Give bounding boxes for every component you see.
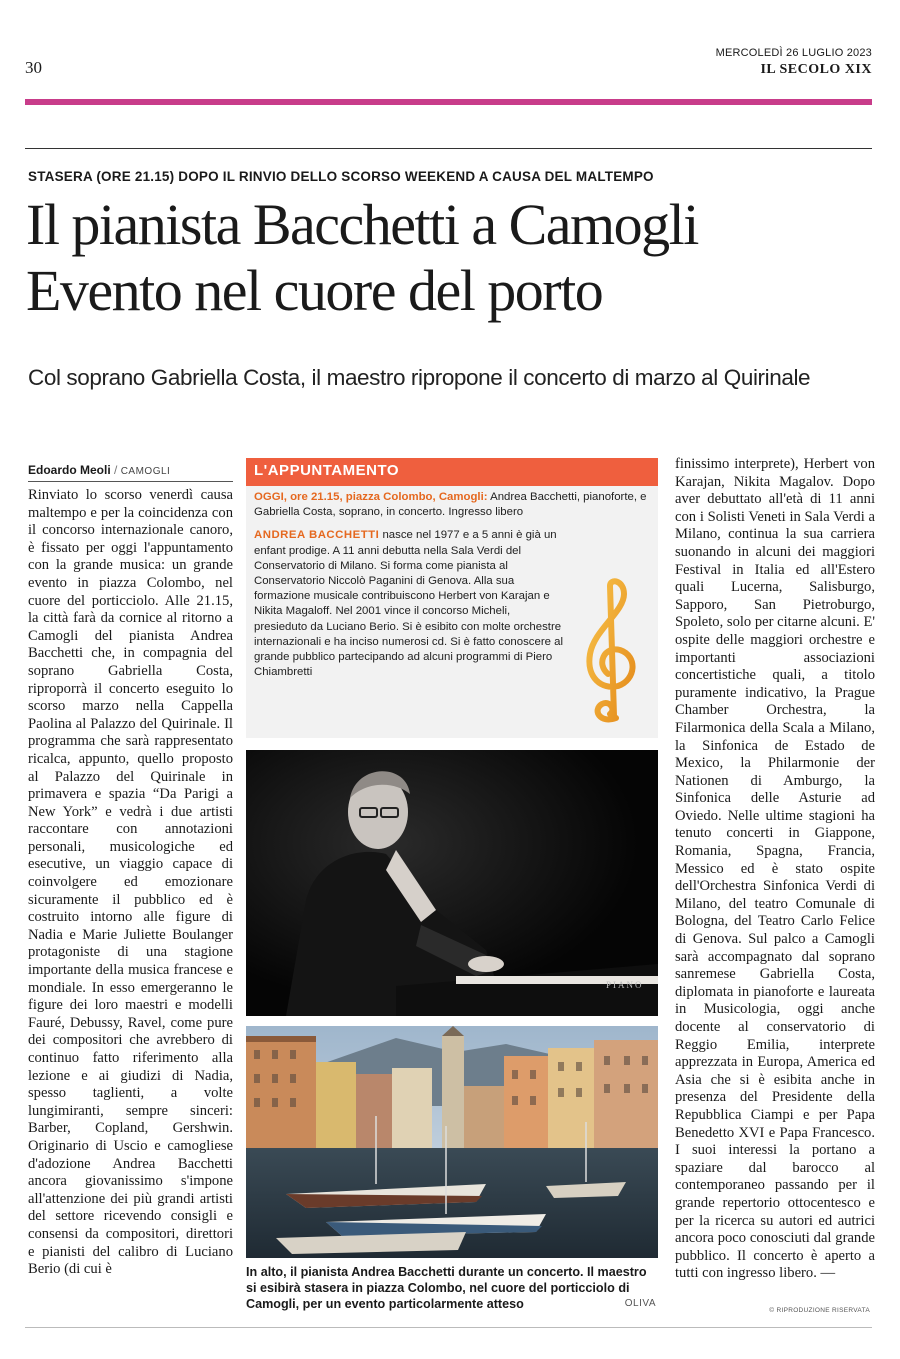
byline-rule bbox=[28, 481, 233, 482]
harbour-photo-art bbox=[246, 1026, 658, 1258]
copyright-notice: © RIPRODUZIONE RISERVATA bbox=[769, 1307, 870, 1314]
bio-name: ANDREA BACCHETTI bbox=[254, 529, 380, 542]
pianist-photo bbox=[246, 750, 658, 1016]
artist-bio bbox=[254, 528, 564, 680]
bottom-rule bbox=[25, 1327, 872, 1328]
headline-line1: Il pianista Bacchetti a Camogli bbox=[26, 192, 698, 257]
info-box-body bbox=[246, 486, 658, 738]
info-box-title: L'APPUNTAMENTO bbox=[246, 458, 658, 486]
author-name: Edoardo Meoli bbox=[28, 463, 111, 477]
harbour-photo bbox=[246, 1026, 658, 1258]
event-when-where: OGGI, ore 21.15, piazza Colombo, Camogli: bbox=[254, 491, 488, 503]
headline bbox=[26, 192, 886, 324]
masthead-name: IL SECOLO XIX bbox=[760, 62, 872, 77]
photo-credit: OLIVA bbox=[624, 1298, 656, 1309]
piano-brand-label: PIANO bbox=[606, 980, 644, 990]
photo-caption bbox=[246, 1264, 658, 1312]
caption-text: In alto, il pianista Andrea Bacchetti durante un concerto. Il maestro si esibirà stasera in piazza Colombo, nel cuore del porticciolo di Camogli, per un evento particolarmente atteso bbox=[246, 1265, 647, 1311]
kicker: STASERA (ORE 21.15) DOPO IL RINVIO DELLO SCORSO WEEKEND A CAUSA DEL MALTEMPO bbox=[28, 169, 654, 184]
treble-clef-icon bbox=[580, 578, 644, 728]
dateline-location: CAMOGLI bbox=[120, 466, 171, 477]
event-text: Andrea Bacchetti, pianoforte, e Gabriella Costa, soprano, in concerto. Ingresso libero bbox=[254, 491, 647, 519]
headline-line2: Evento nel cuore del porto bbox=[26, 258, 603, 323]
byline bbox=[28, 463, 170, 477]
standfirst: Col soprano Gabriella Costa, il maestro ripropone il concerto di marzo al Quirinale bbox=[28, 365, 811, 390]
event-details bbox=[254, 490, 650, 520]
article-column-1: Rinviato lo scorso venerdì causa maltempo e per la coincidenza con il concorso internazionale canoro, è fissato per oggi l'appuntamento con la grande musica: un grande evento in piazza Colombo, nel cuore del porticciolo. Alle 21.15, la città farà da cornice al ritorno a Camogli del pianista Andrea Bacchetti che, in compagnia del soprano Gabriella Costa, riproporrà il concerto eseguito lo scorso marzo nella Cappella Paolina al Palazzo del Quirinale. Il programma che sarà rappresentato ricalca, appunto, quello proposto al Palazzo del Quirinale in primavera e spazia “Da Parigi a New York” e vedrà i due artisti raccontare con annotazioni personali, musicologiche ed esecutive, un viaggio capace di coinvolgere ed emozionare sicuramente il pubblico ed è costruito intorno alle figure di Nadia e Marie Juliette Boulanger protagoniste di una stagione importante della musica francese e mondiale. In esso emergeranno le figure dei loro maestri e modelli Fauré, Debussy, Ravel, come pure dei compositori che avrebbero di continuo fatto riferimento alla lezione e ai giudizi di Nadia, spesso taglienti, a volte lungimiranti, sempre sinceri: Barber, Copland, Gershwin. Originario di Uscio e camogliese d'adozione Andrea Bacchetti ancora giovanissimo s'impone all'attenzione dei più grandi artisti del settore ricevendo consigli e consensi da compositori, direttori e pianisti del calibro di Luciano Berio (di cui è bbox=[28, 487, 233, 1278]
accent-bar bbox=[25, 99, 872, 105]
byline-separator: / bbox=[114, 463, 118, 477]
article-column-3: finissimo interprete), Herbert von Karajan, Nikita Magalov. Dopo aver debuttato all'età di 11 anni con i Solisti Veneti in Sala Verdi a Milano, continua la sua carriera suonando in alcuni dei maggiori Festival in Italia ed all'Estero quali Lucerna, Salisburgo, Sapporo, San Pietroburgo, Spoleto, solo per citarne alcuni. E' ospite delle maggiori orchestre e importanti associazioni concertistiche quali, a titolo puramente indicativo, la Prague Chamber Orchestra, la Filarmonica della Scala a Milano, la Sinfonica de Estado de Mexico, la Philarmonie der Nationen di Amburgo, la Sinfonica delle Asturie ad Oviedo. Nelle ultime stagioni ha tenuto concerti in Giappone, Romania, Spagna, Francia, Messico ed è stato ospite dell'Orchestra Sinfonica Verdi di Milano, del teatro Comunale di Bologna, del Teatro Carlo Felice di Genova. Sul palco a Camogli sarà accompagnato dal soprano sanremese Gabriella Costa, diplomata in pianoforte e laureata in Musicologia, oggi anche docente al conservatorio di Reggio Emilia, interprete apprezzata in Europa, America ed Asia che si è esibita anche in presenza del Presidente della Repubblica Ciampi e per Papa Benedetto XVI e Papa Francesco. I suoi interessi la portano a spaziare dal barocco al contemporaneo passando per il grande repertorio ottocentesco e per la ricerca su autori ed autrici ancora poco conosciuti dal grande pubblico. Il concerto è aperto a tutti con ingresso libero. — bbox=[675, 456, 875, 1282]
top-rule bbox=[25, 148, 872, 149]
info-box bbox=[246, 458, 658, 734]
page-number: 30 bbox=[25, 58, 42, 77]
masthead-date: MERCOLEDÌ 26 LUGLIO 2023 bbox=[715, 47, 872, 59]
pianist-photo-art bbox=[246, 750, 658, 1016]
bio-text: nasce nel 1977 e a 5 anni è già un enfant prodige. A 11 anni debutta nella Sala Verdi del Conservatorio di Milano. Si forma come pianista al Conservatorio Niccolò Paganini di Genova. Alla sua formazione musicale contribuiscono Herbert von Karajan e Nikita Magaloff. Nel 2001 vince il concorso Micheli, presieduto da Luciano Berio. Si è esibito con molte orchestre internazionali e ha inciso numerosi cd. Si è fatto conoscere al grande pubblico partecipando ad alcuni programmi di Piero Chiambretti bbox=[254, 529, 563, 679]
